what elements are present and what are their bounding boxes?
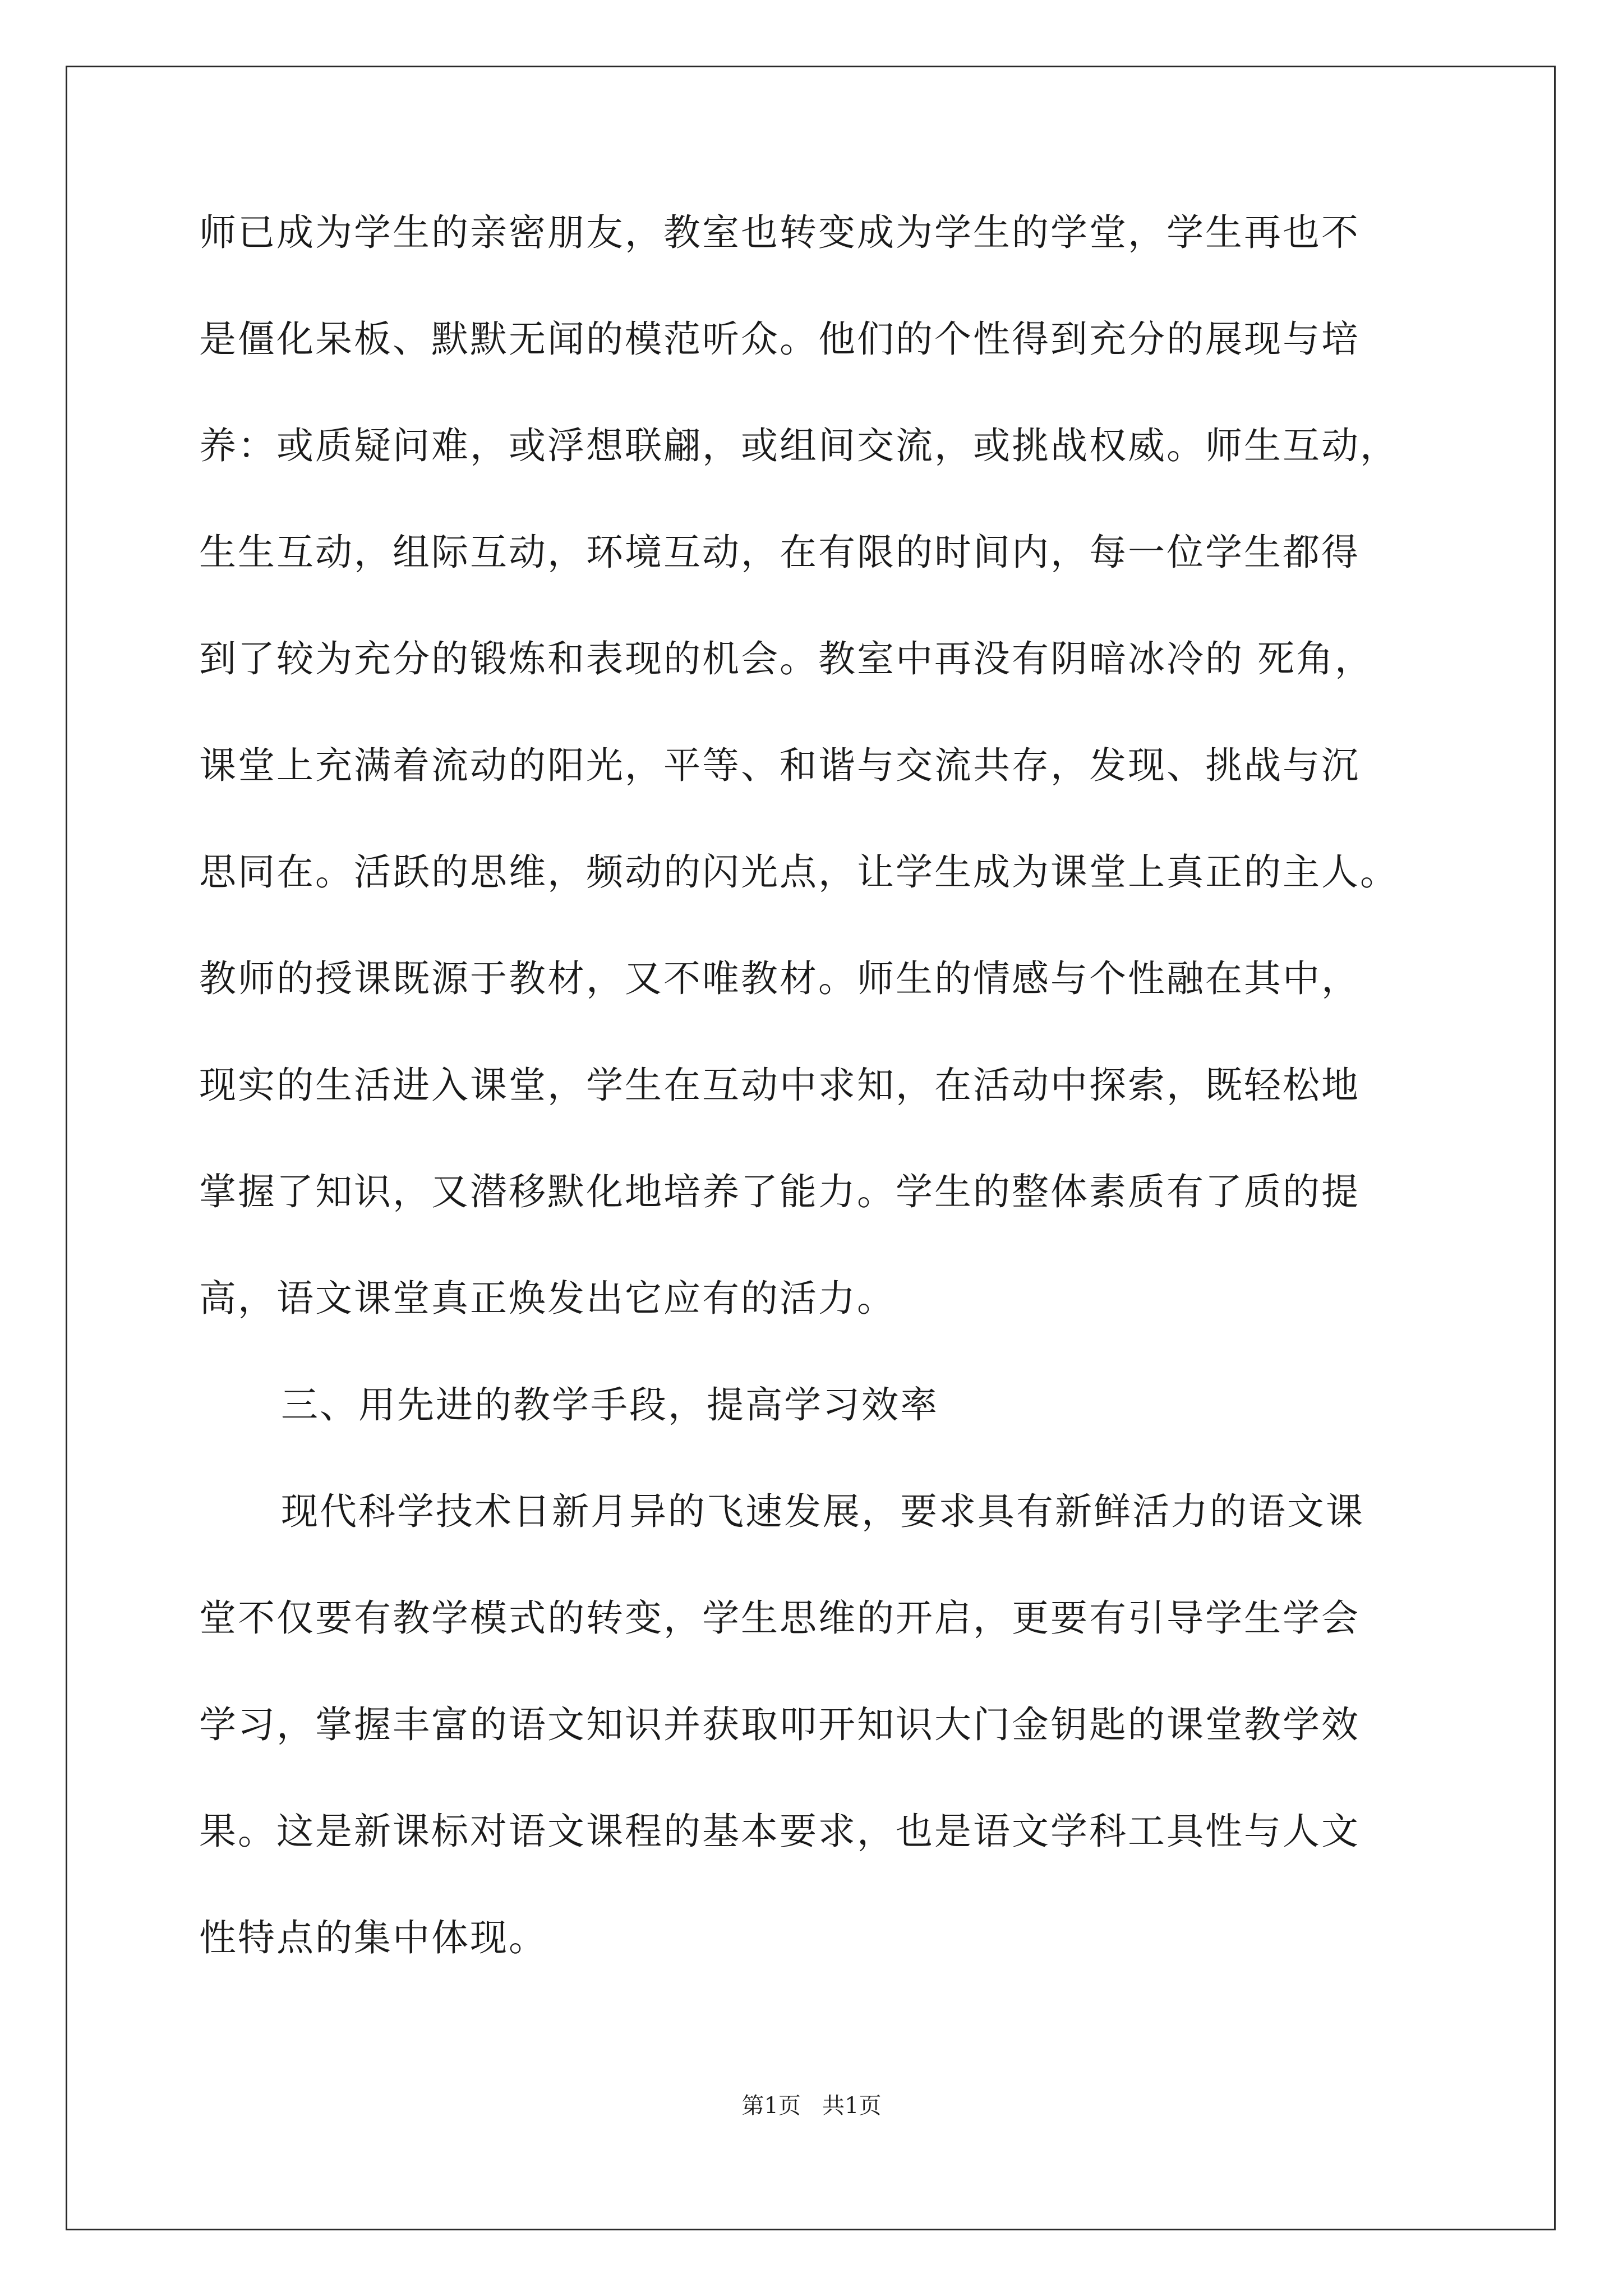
text-line: 堂不仅要有教学模式的转变，学生思维的开启，更要有引导学生学会 [199,1596,1360,1640]
text-line: 教师的授课既源于教材，又不唯教材。师生的情感与个性融在其中， [199,957,1360,1000]
section-heading: 三、用先进的教学手段，提高学习效率 [281,1383,939,1427]
page-number-footer: 第1页 共1页 [741,2093,882,2119]
text-line: 性特点的集中体现。 [199,1916,547,1959]
text-line: 师已成为学生的亲密朋友，教室也转变成为学生的学堂，学生再也不 [199,211,1360,254]
text-line: 现实的生活进入课堂，学生在互动中求知，在活动中探索，既轻松地 [199,1064,1360,1107]
text-line: 课堂上充满着流动的阳光，平等、和谐与交流共存，发现、挑战与沉 [199,744,1360,787]
text-line: 高，语文课堂真正焕发出它应有的活力。 [199,1277,896,1320]
text-line: 学习，掌握丰富的语文知识并获取叩开知识大门金钥匙的课堂教学效 [199,1703,1360,1746]
text-line: 果。这是新课标对语文课程的基本要求，也是语文学科工具性与人文 [199,1810,1360,1853]
text-line: 掌握了知识，又潜移默化地培养了能力。学生的整体素质有了质的提 [199,1170,1360,1213]
text-line: 养：或质疑问难，或浮想联翩，或组间交流，或挑战权威。师生互动， [199,424,1399,467]
text-line: 生生互动，组际互动，环境互动，在有限的时间内，每一位学生都得 [199,531,1360,574]
text-line: 现代科学技术日新月异的飞速发展，要求具有新鲜活力的语文课 [281,1490,1364,1533]
text-line: 是僵化呆板、默默无闻的模范听众。他们的个性得到充分的展现与培 [199,318,1360,361]
document-body [199,213,1450,2025]
text-line: 思同在。活跃的思维，频动的闪光点，让学生成为课堂上真正的主人。 [199,850,1399,894]
text-line: 到了较为充分的锻炼和表现的机会。教室中再没有阴暗冰冷的 死角， [199,637,1373,680]
